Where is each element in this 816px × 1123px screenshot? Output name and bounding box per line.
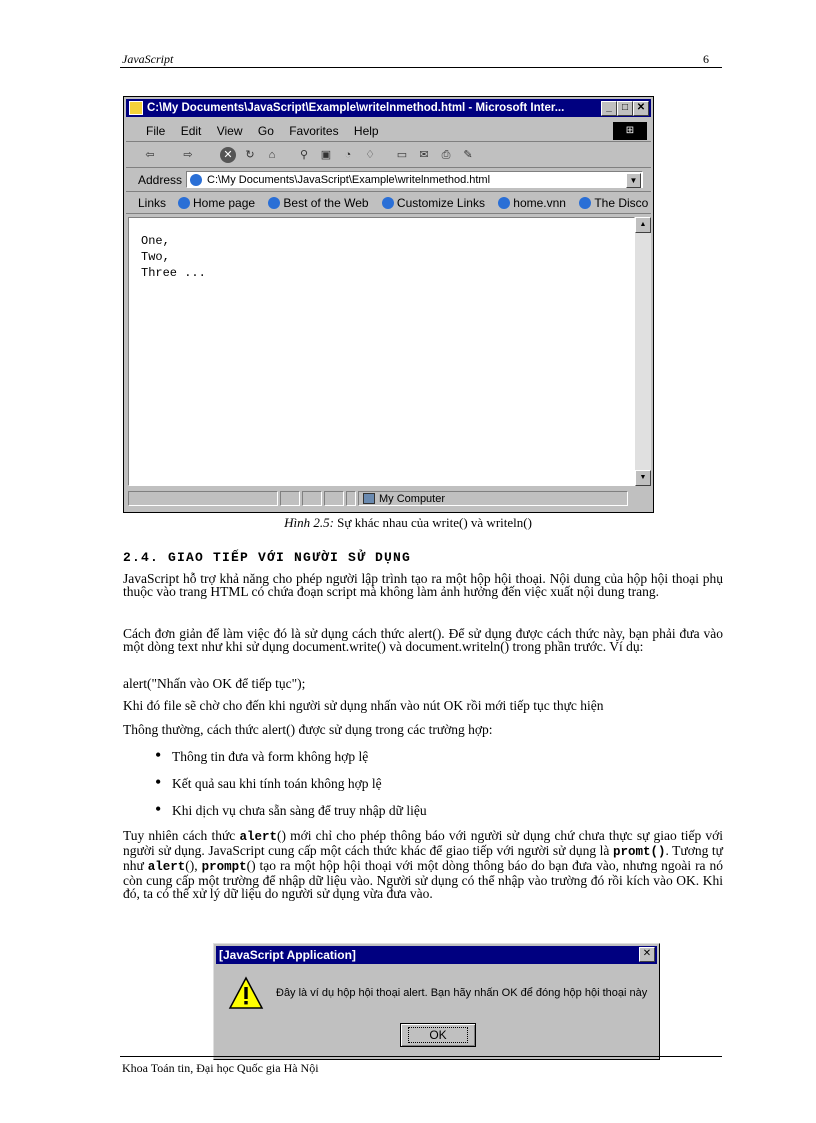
link-home-vnn[interactable]: home.vnn: [498, 196, 566, 210]
paragraph-6: [123, 829, 723, 900]
menu-favorites[interactable]: Favorites: [289, 124, 339, 138]
menu-go[interactable]: Go: [257, 124, 274, 138]
p6-text: () tạo ra một hộp hội thoại với một dòng thông báo do bạn đưa vào, nhưng ngoài ra nó còn cung cấp một trường để nhập dữ liệu vào. Người sử dụng có thể nhập vào trường đó rồi kích vào OK. Khi đó, ta có thể xử lý dữ liệu do người sử dụng vừa đưa vào.: [123, 858, 723, 901]
history-icon[interactable]: ◔: [344, 149, 352, 161]
bullet-item: • Thông tin đưa và form không hợp lệ: [172, 749, 368, 765]
content-line: Two,: [141, 250, 170, 264]
status-bar: [126, 489, 651, 509]
link-customize[interactable]: Customize Links: [382, 196, 485, 210]
print-icon[interactable]: ⎙: [441, 149, 451, 161]
status-zone: [358, 491, 628, 506]
content-line: Three ...: [141, 266, 206, 280]
status-cell: [324, 491, 344, 506]
p6-text: Tuy nhiên cách thức: [123, 828, 240, 843]
channels-icon[interactable]: ♢: [365, 149, 375, 161]
links-label: Links: [138, 196, 167, 210]
ok-label: OK: [408, 1027, 467, 1043]
content-line: One,: [141, 234, 170, 248]
code-alert: alert: [147, 860, 186, 874]
back-icon[interactable]: ⇦: [145, 149, 155, 161]
stop-icon[interactable]: ✕: [220, 147, 236, 163]
address-label: Address: [138, 173, 183, 187]
status-cell: [346, 491, 356, 506]
status-cell: [128, 491, 278, 506]
scroll-up-icon[interactable]: ▲: [635, 217, 651, 233]
menu-file[interactable]: File: [146, 124, 166, 138]
close-icon[interactable]: ✕: [633, 101, 649, 116]
p6-text: () mới chỉ cho phép thông báo với người sử dụng chứ chưa thực sự giao tiếp với người sử dụng. JavaScript cung cấp một cách thức khác để giao tiếp với người sử dụng là: [123, 828, 723, 858]
search-icon[interactable]: ⚲: [299, 149, 309, 161]
favorites-icon[interactable]: ▣: [320, 149, 332, 161]
browser-window-figure: [123, 96, 654, 513]
status-cell: [280, 491, 300, 506]
scroll-down-icon[interactable]: ▼: [635, 470, 651, 486]
maximize-icon[interactable]: □: [617, 101, 633, 116]
section-heading: 2.4. GIAO TIẾP VỚI NGƯỜI SỬ DỤNG: [123, 550, 412, 565]
warning-icon: [228, 976, 264, 1010]
caption-label: Hình 2.5:: [284, 515, 334, 530]
links-items: [178, 196, 651, 210]
chevron-down-icon[interactable]: ▼: [626, 173, 641, 188]
home-icon[interactable]: ⌂: [268, 149, 276, 161]
page-number: 6: [703, 52, 709, 66]
link-home-page[interactable]: Home page: [178, 196, 255, 210]
edit-icon[interactable]: ✎: [463, 149, 473, 161]
browser-title-bar: [126, 99, 651, 117]
footer-rule: [120, 1056, 722, 1057]
page-content-area: [128, 217, 635, 486]
bullet-item: • Khi dịch vụ chưa sẵn sàng để truy nhập dữ liệu: [172, 803, 427, 819]
alert-dialog-figure: [213, 943, 660, 1060]
minimize-icon[interactable]: _: [601, 101, 617, 116]
ie-page-icon: [129, 101, 143, 115]
forward-icon[interactable]: ⇨: [183, 149, 193, 161]
p6-text: . Tương tự như: [123, 843, 723, 873]
paragraph-5: Thông thường, cách thức alert() được sử dụng trong các trường hợp:: [123, 722, 493, 737]
browser-title: C:\My Documents\JavaScript\Example\writelnmethod.html - Microsoft Inter...: [147, 102, 565, 114]
status-cell: [302, 491, 322, 506]
caption-text: Sự khác nhau của write() và writeln(): [333, 515, 532, 530]
code-prompt: prompt: [201, 860, 247, 874]
header-rule: [120, 67, 722, 68]
address-bar: [126, 169, 651, 192]
link-best-of-web[interactable]: Best of the Web: [268, 196, 368, 210]
paragraph-4: Khi đó file sẽ chờ cho đến khi người sử dụng nhấn vào nút OK rồi mới tiếp tục thực hiện: [123, 698, 604, 713]
dialog-title: [JavaScript Application]: [216, 946, 657, 964]
menu-view[interactable]: View: [216, 124, 243, 138]
mail-icon[interactable]: ✉: [419, 149, 429, 161]
code-example: alert("Nhấn vào OK để tiếp tục");: [123, 676, 306, 691]
windows-logo-icon: ⊞: [613, 122, 647, 140]
code-promt: promt(): [612, 845, 666, 859]
code-alert: alert: [239, 830, 277, 844]
figure-caption: [0, 515, 816, 531]
ie-page-icon: [190, 174, 202, 186]
bullet-item: • Kết quả sau khi tính toán không hợp lệ: [172, 776, 382, 792]
refresh-icon[interactable]: ↻: [245, 149, 255, 161]
browser-menu-bar: [126, 121, 651, 142]
close-icon[interactable]: ✕: [639, 947, 655, 962]
menu-help[interactable]: Help: [353, 124, 379, 138]
dialog-message: Đây là ví dụ hộp hội thoại alert. Bạn hãy nhấn OK để đóng hộp hội thoại này: [276, 987, 648, 999]
address-input[interactable]: [186, 171, 643, 188]
links-bar: [126, 193, 651, 214]
p6-text: (),: [185, 858, 202, 873]
footer-text: Khoa Toán tin, Đại học Quốc gia Hà Nội: [122, 1061, 319, 1075]
address-value: C:\My Documents\JavaScript\Example\writelnmethod.html: [207, 174, 491, 186]
browser-toolbar: [126, 143, 651, 168]
fullscreen-icon[interactable]: ▭: [396, 149, 408, 161]
menu-edit[interactable]: Edit: [180, 124, 202, 138]
paragraph-1: JavaScript hỗ trợ khả năng cho phép người lập trình tạo ra một hộp hội thoại. Nội dung của hộp hội thoại phụ thuộc vào trang HTML có chứa đoạn script mà không làm ảnh hưởng đến việc xuất nội dung trang.: [123, 571, 723, 599]
vertical-scrollbar[interactable]: [635, 217, 651, 486]
status-text: My Computer: [379, 493, 446, 505]
paragraph-2: Cách đơn giản để làm việc đó là sử dụng cách thức alert(). Để sử dụng được cách thức này, bạn phải đưa vào một dòng text như khi sử dụng document.write() và document.writeln() trong phần trước. Ví dụ:: [123, 626, 723, 654]
ok-button[interactable]: [400, 1023, 476, 1047]
link-the-disco[interactable]: The Disco: [579, 196, 648, 210]
running-header-title: JavaScript: [122, 52, 174, 66]
